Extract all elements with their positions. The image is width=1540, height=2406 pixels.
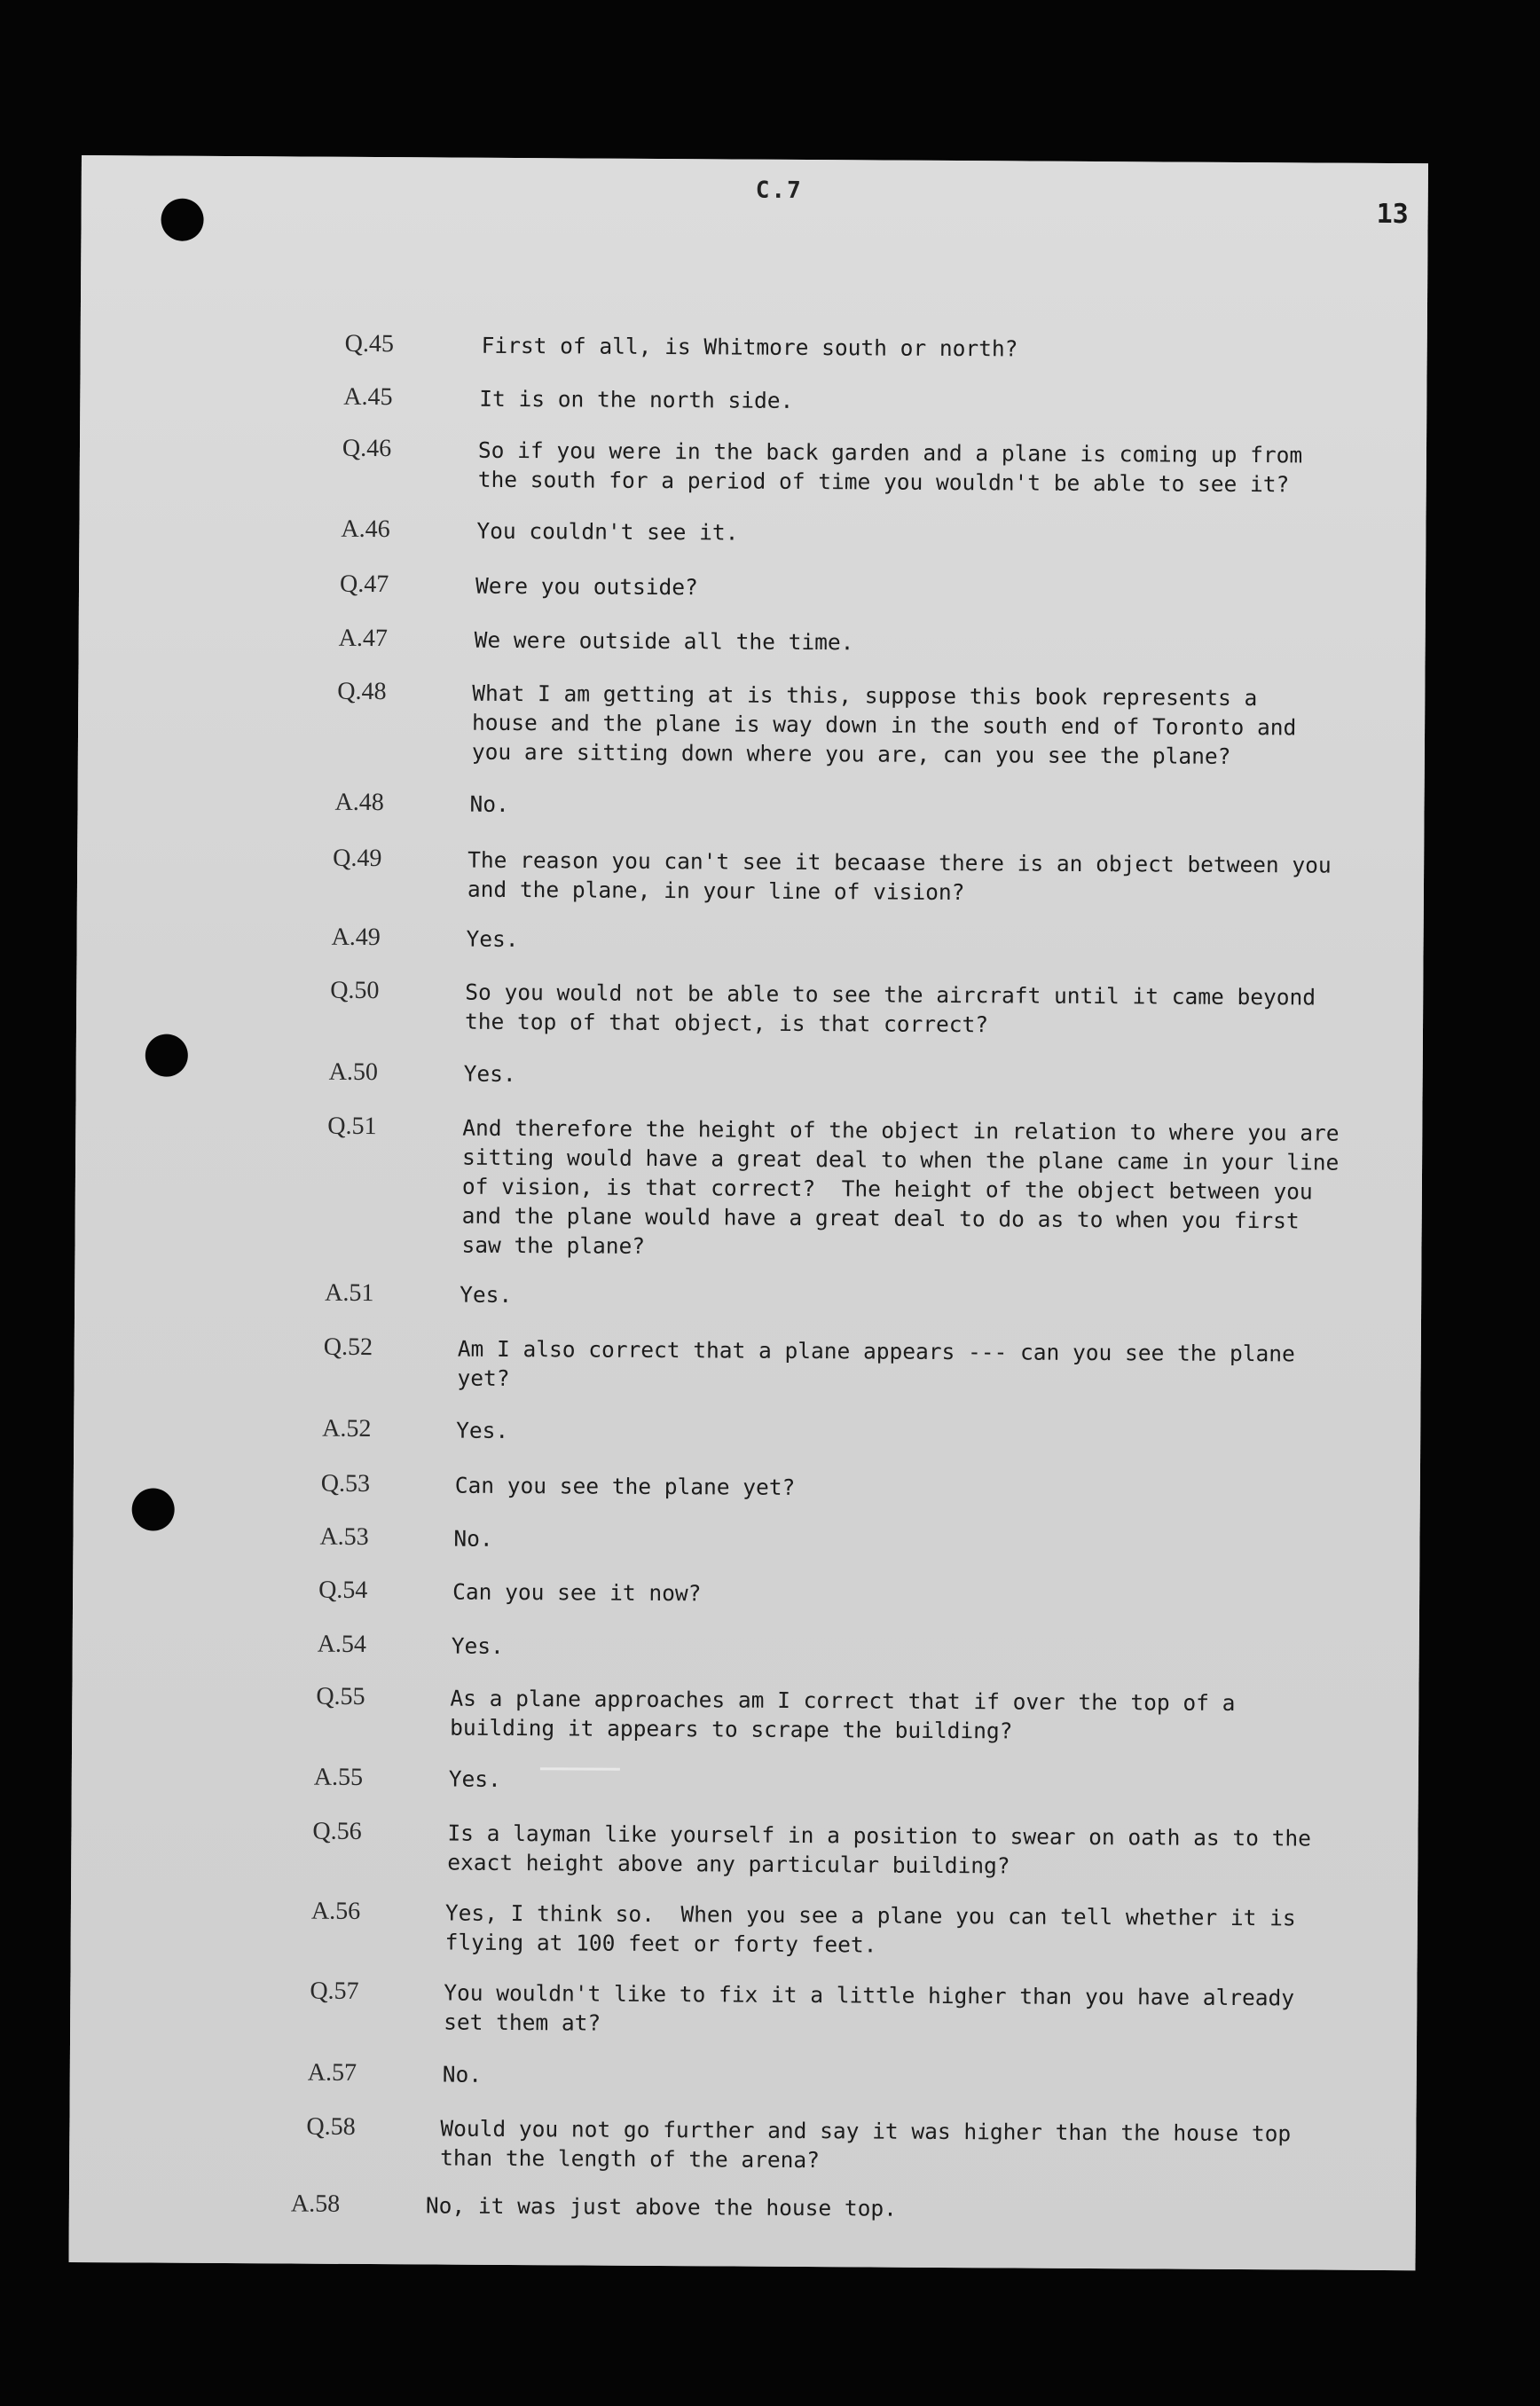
punch-hole-middle xyxy=(145,1034,188,1076)
qa-text: No. xyxy=(469,790,509,817)
qa-entry xyxy=(70,2111,1417,2174)
qa-text: Yes, I think so. When you see a plane you can tell whether it is flying at 100 feet or forty feet. xyxy=(444,1899,1296,1958)
qa-text: Yes. xyxy=(456,1417,509,1443)
qa-text: And therefore the height of the object in relation to where you are sitting would have a great deal to when the plane came in your line of vision, is that correct? The height of the object between you and the plane would have a great deal to do as to when you first saw the plane? xyxy=(461,1114,1340,1259)
qa-label: A.56 xyxy=(310,1897,361,1925)
qa-entry xyxy=(70,2057,1417,2088)
qa-label: Q.51 xyxy=(327,1112,377,1141)
qa-text: So if you were in the back garden and a plane is coming up from the south for a period of time you wouldn't be able to see it? xyxy=(477,436,1303,498)
qa-entry xyxy=(77,922,1424,953)
page-number: 13 xyxy=(1376,198,1409,231)
qa-label: Q.50 xyxy=(330,976,380,1005)
qa-entry xyxy=(72,1762,1418,1792)
qa-text: Can you see the plane yet? xyxy=(454,1472,796,1500)
qa-entry xyxy=(79,569,1426,601)
qa-entry xyxy=(72,1816,1418,1879)
qa-entry xyxy=(81,328,1427,362)
qa-label: A.50 xyxy=(328,1058,379,1087)
qa-entry xyxy=(74,1521,1420,1552)
qa-entry xyxy=(72,1681,1418,1744)
qa-entry xyxy=(69,2189,1416,2221)
qa-text: Yes. xyxy=(460,1281,513,1308)
qa-text: Were you outside? xyxy=(475,572,698,601)
qa-label: A.47 xyxy=(338,624,389,653)
qa-text: Yes. xyxy=(448,1765,501,1792)
qa-text: You wouldn't like to fix it a little higher than you have already set them at? xyxy=(444,1979,1295,2036)
qa-text: So you would not be able to see the aircraft until it came beyond the top of that object, is that correct? xyxy=(464,979,1316,1038)
qa-entry xyxy=(73,1629,1419,1659)
qa-label: Q.55 xyxy=(316,1682,365,1710)
qa-label: Q.45 xyxy=(344,329,395,358)
qa-label: A.46 xyxy=(341,515,390,544)
qa-entry xyxy=(75,1111,1422,1259)
qa-text: No. xyxy=(442,2061,483,2088)
qa-label: A.54 xyxy=(317,1630,367,1658)
qa-entry xyxy=(71,1896,1418,1958)
qa-text: Yes. xyxy=(466,925,519,953)
qa-text: No. xyxy=(453,1525,493,1552)
qa-text: Am I also correct that a plane appears --- can you see the plane yet? xyxy=(457,1335,1295,1391)
qa-label: A.53 xyxy=(319,1522,369,1552)
qa-label: Q.53 xyxy=(320,1469,371,1498)
qa-text: First of all, is Whitmore south or north? xyxy=(481,332,1018,362)
punch-hole-bottom xyxy=(132,1488,175,1530)
qa-label: Q.58 xyxy=(306,2112,356,2141)
qa-text: Yes. xyxy=(451,1632,504,1659)
qa-text: What I am getting at is this, suppose this book represents a house and the plane is way down in the south end of Toronto and you are sitting down where you are, can you see the plane? xyxy=(471,680,1297,769)
qa-entry xyxy=(76,1057,1423,1088)
qa-text: As a plane approaches am I correct that if over the top of a building it appears to scrape the building? xyxy=(450,1685,1236,1744)
qa-label: Q.48 xyxy=(337,677,387,706)
qa-label: Q.46 xyxy=(342,434,392,463)
qa-text: The reason you can't see it becaase there is an object between you and the plane, in your line of vision? xyxy=(467,846,1332,906)
qa-entry xyxy=(74,1413,1420,1443)
qa-entry xyxy=(80,514,1426,546)
qa-label: A.52 xyxy=(322,1414,372,1443)
typed-page xyxy=(68,155,1427,2270)
qa-text: We were outside all the time. xyxy=(474,626,854,656)
qa-entry xyxy=(73,1575,1419,1607)
qa-entry xyxy=(78,787,1425,817)
qa-label: A.51 xyxy=(325,1278,374,1308)
qa-entry xyxy=(79,623,1426,656)
qa-label: A.57 xyxy=(307,2058,358,2087)
qa-text: Would you not go further and say it was higher than the house top than the length of the arena? xyxy=(440,2115,1292,2174)
qa-label: Q.56 xyxy=(312,1817,362,1845)
qa-label: A.45 xyxy=(343,382,393,412)
qa-label: A.49 xyxy=(331,923,381,952)
qa-entry xyxy=(80,381,1426,413)
qa-text: You couldn't see it. xyxy=(476,517,739,546)
qa-entry xyxy=(75,1278,1421,1308)
qa-text: Is a layman like yourself in a position to swear on oath as to the exact height above any particular building? xyxy=(447,1820,1312,1879)
qa-label: Q.57 xyxy=(310,1977,359,2005)
qa-label: A.58 xyxy=(290,2190,341,2218)
top-mark: C.7 xyxy=(755,177,803,204)
qa-entry xyxy=(77,843,1424,906)
qa-label: Q.52 xyxy=(323,1333,373,1362)
qa-entry xyxy=(75,1332,1421,1391)
qa-label: Q.49 xyxy=(333,844,382,873)
qa-label: Q.47 xyxy=(339,570,389,599)
qa-text: No, it was just above the house top. xyxy=(425,2192,897,2221)
qa-entry xyxy=(78,676,1425,769)
qa-entry xyxy=(80,433,1426,498)
qa-entry xyxy=(70,1976,1417,2036)
qa-text: Yes. xyxy=(463,1060,516,1088)
qa-entry xyxy=(74,1468,1420,1500)
qa-text: It is on the north side. xyxy=(479,385,794,413)
qa-label: A.55 xyxy=(313,1763,364,1791)
qa-text: Can you see it now? xyxy=(452,1578,702,1607)
punch-hole-top xyxy=(161,199,203,241)
qa-label: A.48 xyxy=(334,788,384,817)
qa-entry xyxy=(76,975,1423,1038)
qa-label: Q.54 xyxy=(318,1576,368,1604)
